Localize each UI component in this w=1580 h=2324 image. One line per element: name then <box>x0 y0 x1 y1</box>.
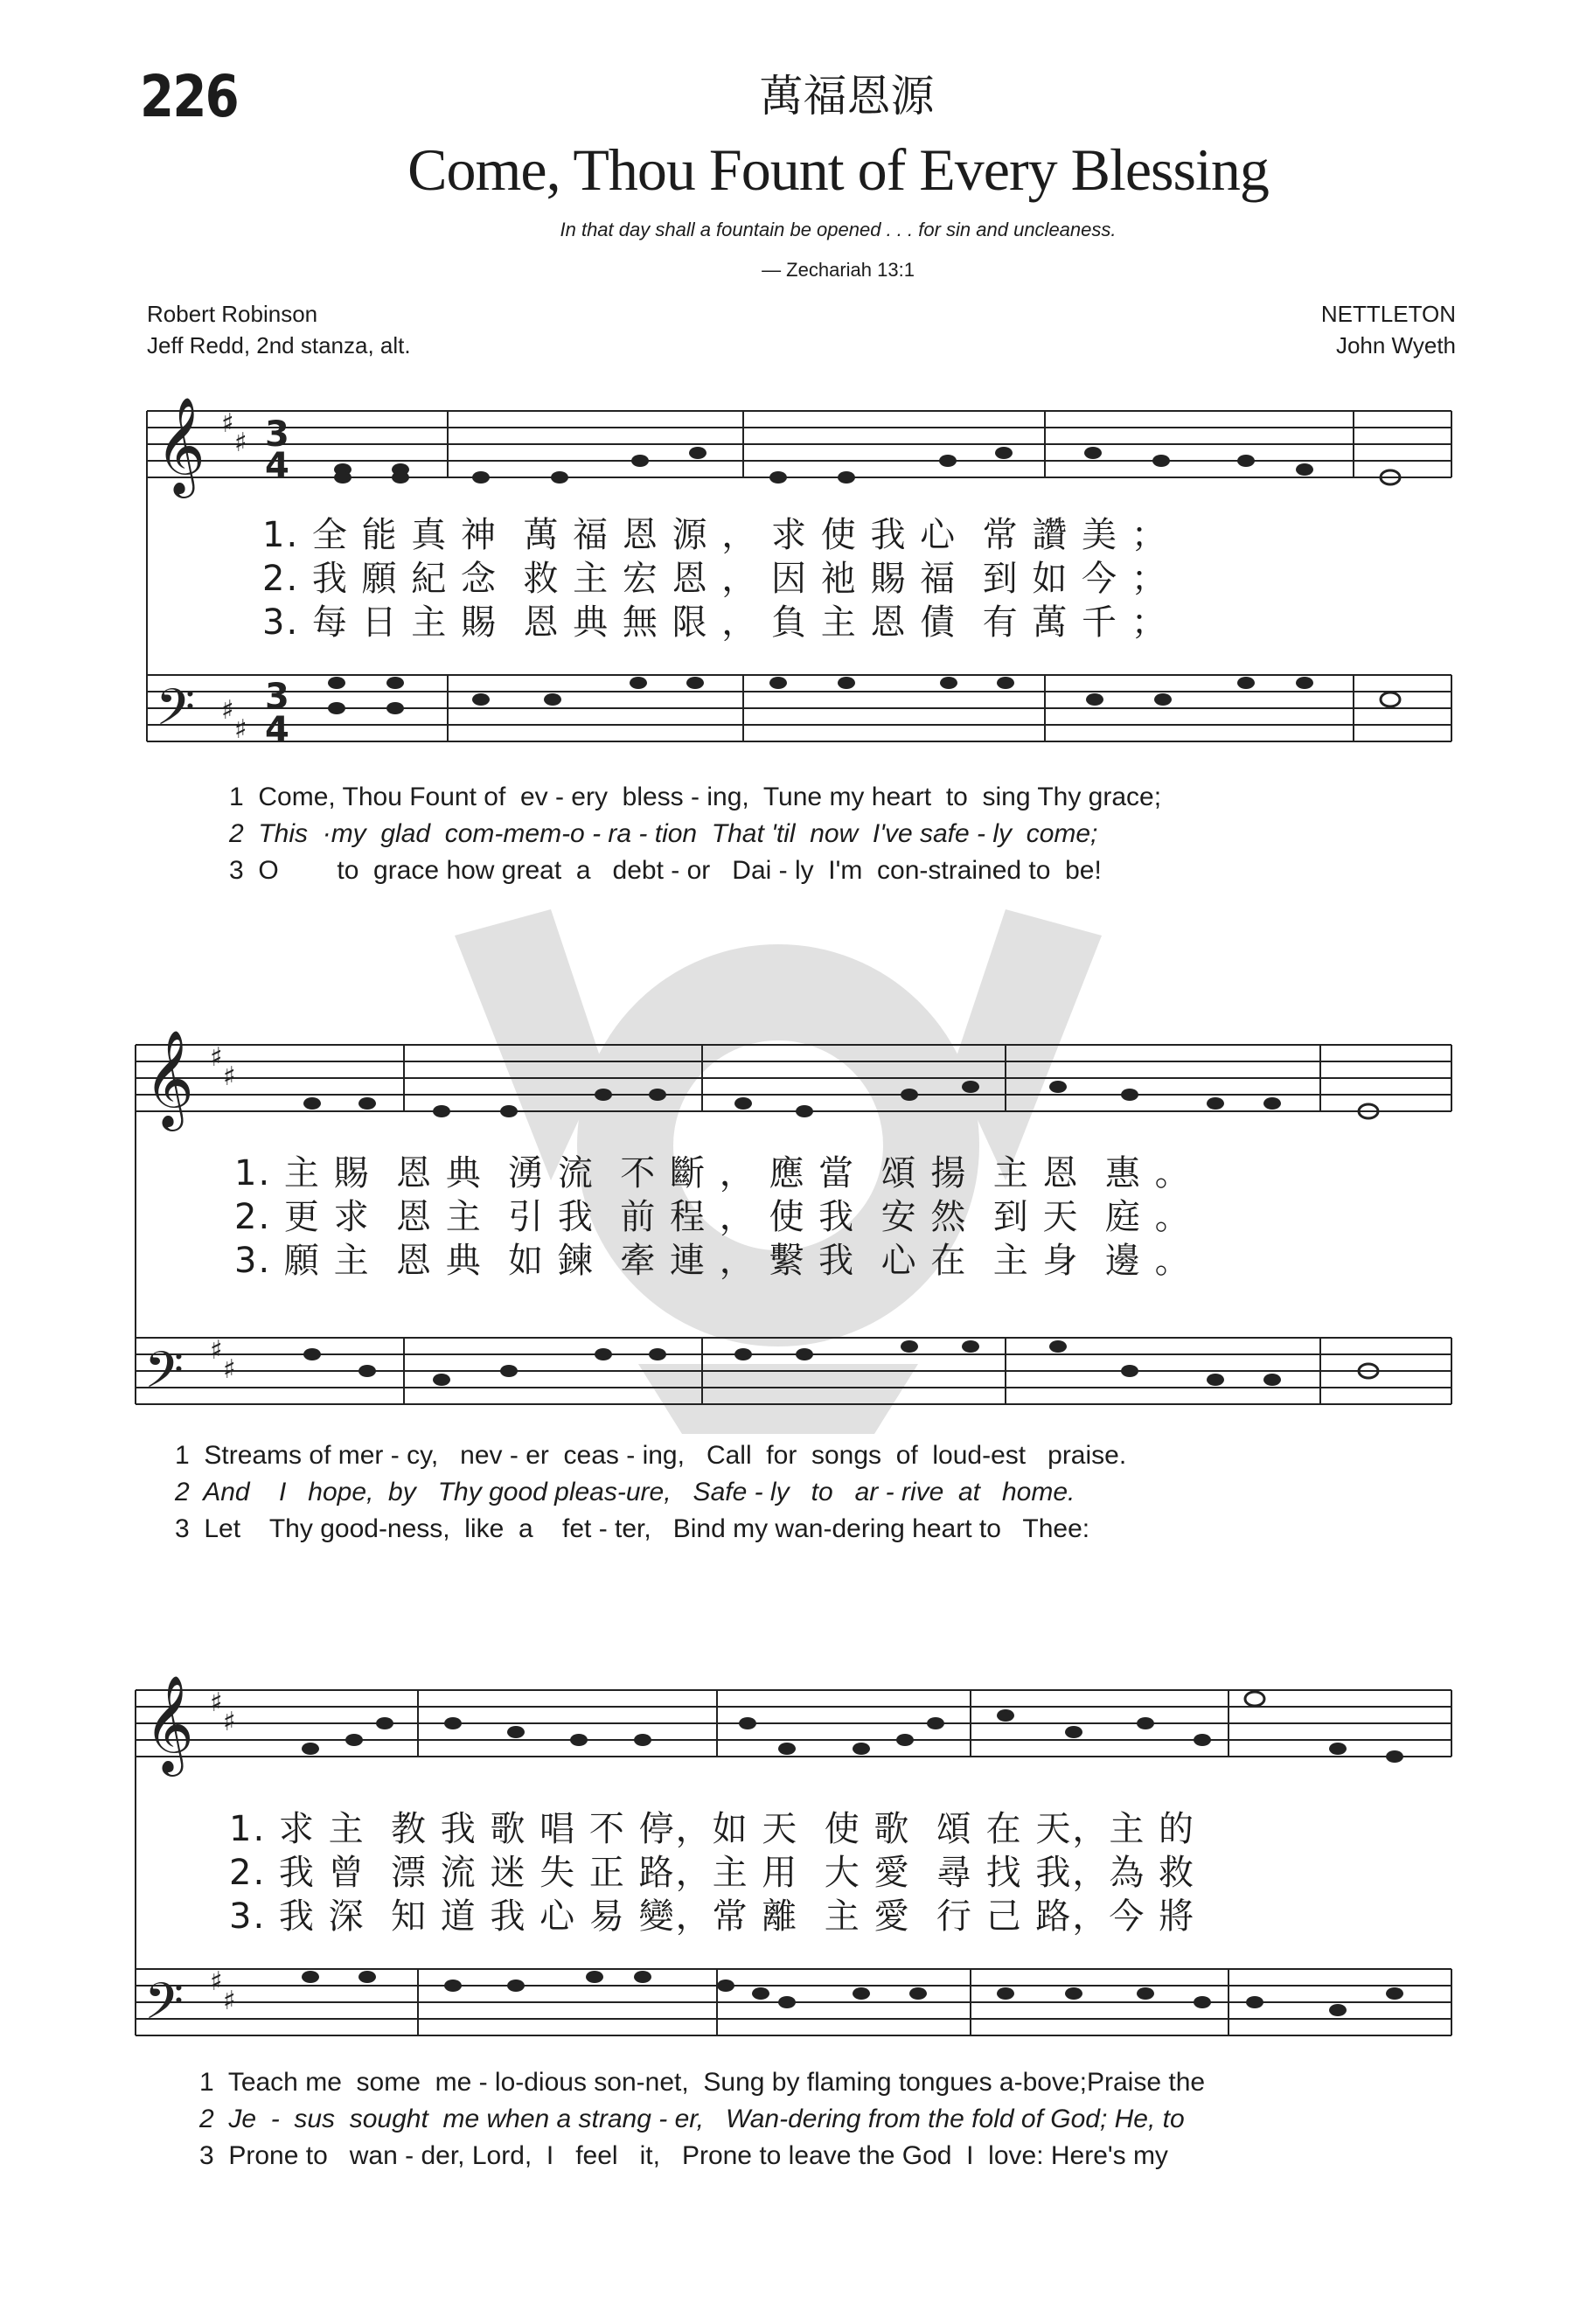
sharp-icon: ♯ <box>210 1687 223 1718</box>
time-signature: 3 <box>265 677 289 717</box>
chinese-lyric-line: 3. 每 日 主 賜 恩 典 無 限 ， 負 主 恩 債 有 萬 千 ； <box>262 602 1168 643</box>
time-signature: 4 <box>265 710 289 750</box>
epigraph: In that day shall a fountain be opened . . . for sin and uncleaness. <box>560 219 1117 240</box>
english-lyric-line: 2 This ·my glad com-mem-o - ra - tion That 'til now I've safe - ly come; <box>229 819 1098 848</box>
english-title: Come, Thou Fount of Every Blessing <box>407 136 1269 203</box>
treble-clef-icon: 𝄞 <box>144 1029 194 1127</box>
lyrics-note: Jeff Redd, 2nd stanza, alt. <box>147 332 411 358</box>
treble-clef-icon: 𝄞 <box>144 1674 194 1772</box>
chinese-lyric-line: 3. 願 主 恩 典 如 鍊 牽 連 ， 繫 我 心 在 主 身 邊 。 <box>234 1241 1192 1281</box>
chinese-lyric-line: 2. 我 曾 漂 流 迷 失 正 路，主 用 大 愛 尋 找 我，為 救 <box>229 1853 1196 1893</box>
lyrics-author: Robert Robinson <box>147 301 318 327</box>
english-lyric-line: 3 Let Thy good-ness, like a fet - ter, Bind my wan-dering heart to Thee: <box>175 1514 1090 1543</box>
english-lyric-line: 2 Je - sus sought me when a strang - er, Wan-dering from the fold of God; He, to <box>199 2105 1185 2133</box>
chinese-lyric-line: 2. 更 求 恩 主 引 我 前 程 ， 使 我 安 然 到 天 庭 。 <box>234 1197 1192 1237</box>
bass-clef-icon: 𝄢 <box>156 678 196 749</box>
sharp-icon: ♯ <box>234 714 247 745</box>
sharp-icon: ♯ <box>221 408 234 439</box>
sharp-icon: ♯ <box>210 1335 223 1366</box>
sharp-icon: ♯ <box>221 695 234 726</box>
composer: John Wyeth <box>1335 332 1456 358</box>
english-lyric-line: 1 Come, Thou Fount of ev - ery bless - ing, Tune my heart to sing Thy grace; <box>229 783 1162 811</box>
time-signature: 3 <box>265 414 289 455</box>
sharp-icon: ♯ <box>210 1966 223 1997</box>
chinese-lyric-line: 3. 我 深 知 道 我 心 易 變，常 離 主 愛 行 己 路，今 將 <box>229 1896 1196 1937</box>
sharp-icon: ♯ <box>234 428 247 458</box>
treble-clef-icon: 𝄞 <box>156 396 205 494</box>
chinese-lyric-line: 1. 求 主 教 我 歌 唱 不 停，如 天 使 歌 頌 在 天，主 的 <box>229 1809 1196 1849</box>
bass-clef-icon: 𝄢 <box>144 1340 184 1412</box>
english-lyric-line: 3 Prone to wan - der, Lord, I feel it, Prone to leave the God I love: Here's my <box>199 2141 1168 2170</box>
sharp-icon: ♯ <box>223 1707 236 1737</box>
english-lyric-line: 3 O to grace how great a debt - or Dai - ly I'm con-strained to be! <box>229 856 1102 885</box>
bass-clef-icon: 𝄢 <box>144 1972 184 2043</box>
english-lyric-line: 1 Streams of mer - cy, nev - er ceas - ing, Call for songs of loud-est praise. <box>175 1441 1127 1470</box>
sharp-icon: ♯ <box>223 1986 236 2016</box>
tune-name: NETTLETON <box>1320 301 1456 327</box>
chinese-lyric-line: 1. 全 能 真 神 萬 福 恩 源 ， 求 使 我 心 常 讚 美 ； <box>262 515 1168 555</box>
chinese-lyric-line: 2. 我 願 紀 念 救 主 宏 恩 ， 因 祂 賜 福 到 如 今 ； <box>262 559 1168 599</box>
sharp-icon: ♯ <box>223 1061 236 1092</box>
sharp-icon: ♯ <box>223 1354 236 1385</box>
sharp-icon: ♯ <box>210 1042 223 1073</box>
chinese-title: 萬福恩源 <box>759 71 935 122</box>
hymn-number: 226 <box>140 63 239 130</box>
scripture-reference: — Zechariah 13:1 <box>762 259 915 281</box>
time-signature: 4 <box>265 446 289 486</box>
chinese-lyric-line: 1. 主 賜 恩 典 湧 流 不 斷 ， 應 當 頌 揚 主 恩 惠 。 <box>234 1153 1192 1193</box>
english-lyric-line: 1 Teach me some me - lo-dious son-net, Sung by flaming tongues a-bove;Praise the <box>199 2068 1206 2097</box>
english-lyric-line: 2 And I hope, by Thy good pleas-ure, Safe - ly to ar - rive at home. <box>175 1478 1075 1506</box>
